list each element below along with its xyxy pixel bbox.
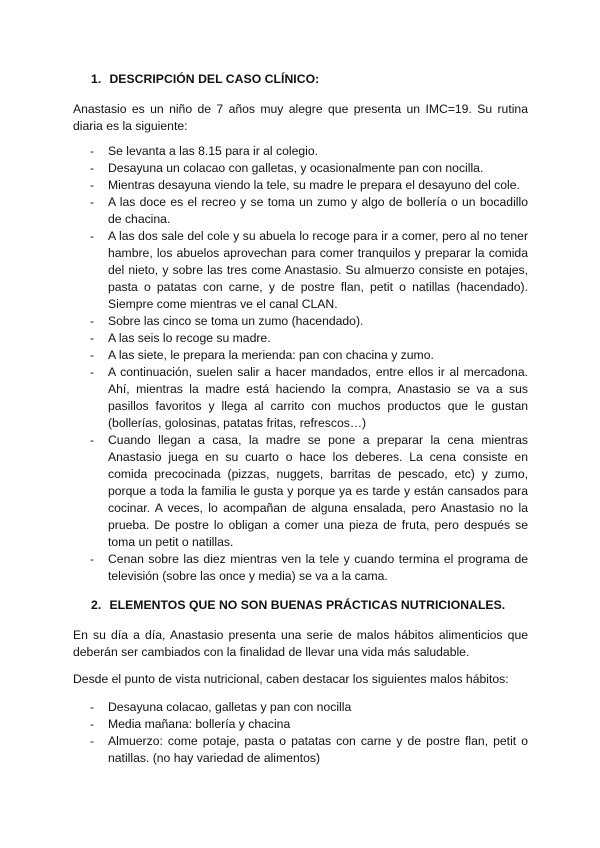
bullet-dash: - — [90, 144, 95, 158]
list-item: - Sobre las cinco se toma un zumo (hacendado). — [90, 314, 364, 328]
list-item: - Desayuna colacao, galletas y pan con nocilla — [90, 700, 352, 714]
bullet-dash: - — [90, 734, 95, 748]
bullet-dash: - — [90, 717, 95, 731]
bullet-dash: - — [90, 331, 95, 345]
bullet-dash: - — [90, 433, 95, 447]
list-item: - Media mañana: bollería y chacina — [90, 717, 291, 731]
bullet-dash: - — [90, 365, 95, 379]
list-item: - Desayuna un colacao con galletas, y ocasionalmente pan con nocilla. — [90, 161, 484, 175]
section-2-heading — [91, 598, 505, 612]
list-item: - Se levanta a las 8.15 para ir al colegio. — [90, 144, 319, 158]
section-2-number: 2. — [91, 598, 102, 612]
list-item: - A las doce es el recreo y se toma un zumo y algo de bollería o un bocadillo de chacina. — [90, 195, 528, 226]
list-item: - Cuando llegan a casa, la madre se pone a preparar la cena mientras Anastasio juega en su cuarto o hace los deberes. La cena consiste en comida precocinada (pizzas, nuggets, barritas de pescado, etc) y zumo, porque a toda la familia le gusta y porque ya es tarde y están cansados para cocinar. A veces, lo acompañan de alguna ensalada, pero Anastasio no la prueba. De postre lo obligan a comer una pieza de fruta, pero después se toma un petit o natillas. — [90, 433, 528, 549]
list-item: - A las seis lo recoge su madre. — [90, 331, 271, 345]
bullet-dash: - — [90, 700, 95, 714]
section-1-title: DESCRIPCIÓN DEL CASO CLÍNICO: — [109, 72, 320, 86]
section-2-list — [73, 699, 528, 767]
bullet-dash: - — [90, 195, 95, 209]
section-2-paragraph-2: Desde el punto de vista nutricional, caben destacar los siguientes malos hábitos: — [73, 672, 509, 686]
list-item: - A continuación, suelen salir a hacer mandados, entre ellos ir al mercadona. Ahí, mientras la madre está haciendo la compra, Anastasio se va a sus pasillos favoritos y llega al carrito con muchos productos que le gustan (bollerías, golosinas, patatas fritas, refrescos…) — [90, 365, 528, 430]
section-2-paragraph-1: En su día a día, Anastasio presenta una serie de malos hábitos alimenticios que deberán ser cambiados con la finalidad de llevar una vida más saludable. — [73, 628, 528, 659]
section-1-number: 1. — [91, 72, 102, 86]
section-1-list — [73, 143, 528, 585]
list-item: - Cenan sobre las diez mientras ven la tele y cuando termina el programa de televisión (sobre las once y media) se va a la cama. — [90, 552, 528, 583]
bullet-dash: - — [90, 229, 95, 243]
bullet-dash: - — [90, 161, 95, 175]
bullet-dash: - — [90, 348, 95, 362]
bullet-dash: - — [90, 178, 95, 192]
bullet-dash: - — [90, 314, 95, 328]
list-item: - Almuerzo: come potaje, pasta o patatas con carne y de postre flan, petit o natillas. (no hay variedad de alimentos) — [90, 734, 528, 765]
list-item: - A las siete, le prepara la merienda: pan con chacina y zumo. — [90, 348, 434, 362]
section-1-intro: Anastasio es un niño de 7 años muy alegre que presenta un IMC=19. Su rutina diaria es la siguiente: — [73, 102, 528, 133]
section-2-title: ELEMENTOS QUE NO SON BUENAS PRÁCTICAS NUTRICIONALES. — [109, 598, 506, 612]
list-item: - Mientras desayuna viendo la tele, su madre le prepara el desayuno del cole. — [90, 178, 520, 192]
list-item: - A las dos sale del cole y su abuela lo recoge para ir a comer, pero al no tener hambre, los abuelos aprovechan para comer tranquilos y preparar la comida del nieto, y sobre las tres come Anastasio. Su almuerzo consiste en potajes, pasta o patatas con carne, y de postre flan, petit o natillas (hacendado). Siempre come mientras ve el canal CLAN. — [90, 229, 528, 311]
bullet-dash: - — [90, 552, 95, 566]
section-1-heading — [91, 72, 319, 86]
